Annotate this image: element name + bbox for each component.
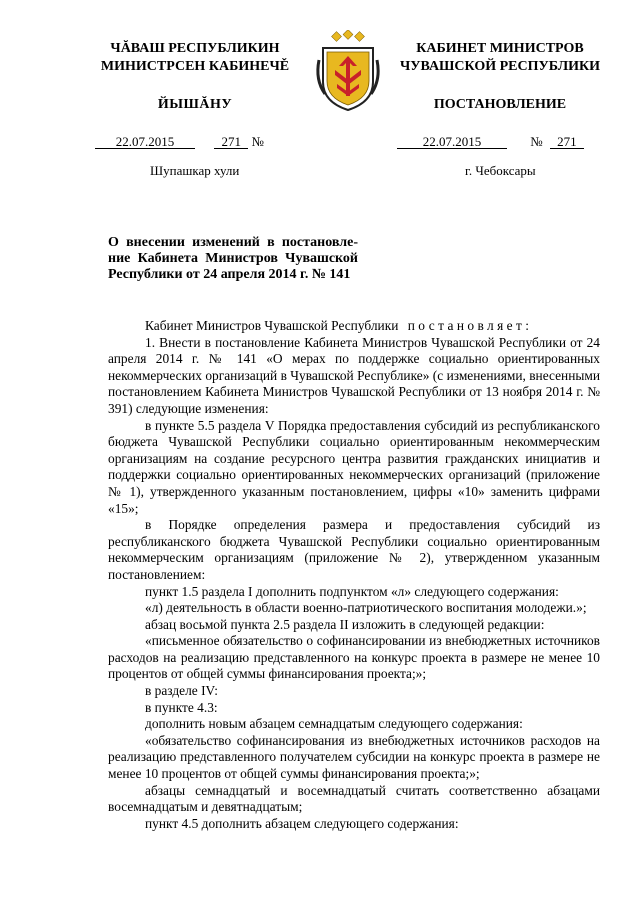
paragraph: «обязательство софинансирования из внебюджетных источников расходов на реализацию представленного получателем субсидии на конкурс проекта в размере не менее 10 процентов от общей суммы финансирования проекта;»; [108,732,600,782]
header-right-city: г. Чебоксары [465,163,536,178]
header-left [80,40,310,76]
header-left-line2: МИНИСТРСЕН КАБИНЕЧĚ [100,59,290,74]
header-right-line1: КАБИНЕТ МИНИСТРОВ [416,41,584,56]
paragraph: пункт 4.5 дополнить абзацем следующего содержания: [145,815,459,831]
header-left-line1: ЧĂВАШ РЕСПУБЛИКИН [110,41,280,56]
intro-paragraph [108,318,600,335]
paragraph: в пункте 4.3: [145,699,218,715]
header-right-date-line [397,134,584,150]
paragraph: «письменное обязательство о софинансировании из внебюджетных источников расходов на реализацию представленного на конкурс проекта в размере не менее 10 процентов от общей суммы финансирования проекта;»; [108,633,600,682]
intro-subject: Кабинет Министров Чувашской Республики [145,318,399,333]
header-right-number: 271 [550,135,584,149]
chuvash-emblem-icon [313,30,383,116]
paragraph: 1. Внести в постановление Кабинета Министров Чувашской Республики от 24 апреля 2014 г. № 141 «О мерах по поддержке социально ориентированных некоммерческих организаций в Чувашской Республике» (с изменениями, внесенными постановлением Кабинета Министров Чувашской Республики от 13 ноября 2014 г. № 391) следующие изменения: [108,334,600,416]
paragraph: абзацы семнадцатый и восемнадцатый считать соответственно абзацами восемнадцатым и девятнадцатым; [108,782,600,815]
header-left-number-sign: № [251,134,264,149]
intro-verb: постановляет: [407,318,533,333]
header-right-number-sign: № [530,134,543,149]
header-left-date-line [95,134,264,150]
header-left-doc-type: ЙЫШĂНУ [157,97,233,112]
paragraph: дополнить новым абзацем семнадцатым следующего содержания: [145,716,523,732]
header-left-city: Шупашкар хули [150,163,240,178]
header-left-date: 22.07.2015 [95,135,195,149]
header-right-doc-type: ПОСТАНОВЛЕНИЕ [433,97,567,112]
header-right-line2: ЧУВАШСКОЙ РЕСПУБЛИКИ [399,59,601,74]
paragraph: в пункте 5.5 раздела V Порядка предоставления субсидий из республиканского бюджета Чувашской Республики социально ориентированным некоммерческим организациям на создание ресурсного центра развития гражданских инициатив и поддержки социально ориентированных некоммерческих организаций (приложение № 1), утвержденного указанным постановлением, цифры «10» заменить цифрами «15»; [108,417,600,516]
paragraph: в разделе IV: [145,683,218,699]
header-right [395,40,605,76]
paragraph: абзац восьмой пункта 2.5 раздела II изложить в следующей редакции: [145,616,545,632]
paragraph: «л) деятельность в области военно-патриотического воспитания молодежи.»; [145,600,587,616]
header-left-number: 271 [214,135,248,149]
header-right-date: 22.07.2015 [397,135,507,149]
paragraph: пункт 1.5 раздела I дополнить подпунктом «л» следующего содержания: [145,583,559,599]
document-title: О внесении изменений в постановле-ние Кабинета Министров Чувашской Республики от 24 апреля 2014 г. № 141 [108,235,358,282]
document-body [108,318,600,832]
paragraph: в Порядке определения размера и предоставления субсидий из республиканского бюджета Чувашской Республики социально ориентированным некоммерческим организациям (приложение № 2), утвержденном указанным постановлением: [108,517,600,582]
